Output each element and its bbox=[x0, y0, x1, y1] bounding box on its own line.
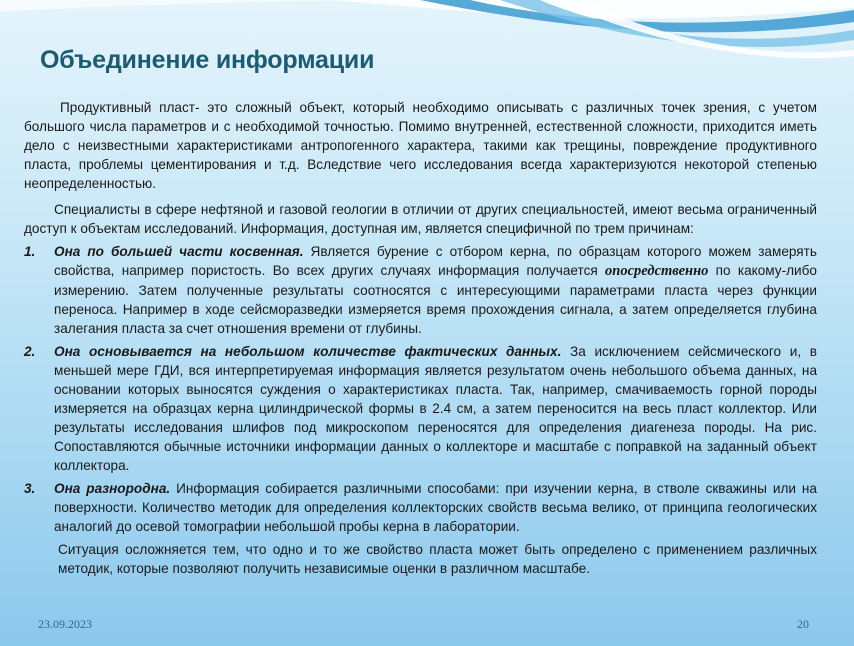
list-item bbox=[24, 242, 817, 338]
decorative-waves bbox=[0, 0, 854, 90]
footer-date: 23.09.2023 bbox=[38, 617, 92, 631]
list-number: 3. bbox=[24, 481, 36, 496]
list-item bbox=[24, 479, 817, 536]
slide-body bbox=[24, 98, 817, 578]
paragraph-intro: Продуктивный пласт- это сложный объект, который необходимо описывать с различных точек зрения, с учетом большого числа параметров и с необходимой точностью. Помимо внутренней, естественной сложности, приходится иметь дело с неизвестными характеристиками антропогенного характера, такими как трещины, повреждение продуктивного пласта, проблемы цементирования и т.д. Вследствие чего исследования всегда характеризуются некоторой степенью неопределенностью. bbox=[24, 100, 817, 191]
list-item-emphasis: опосредственно bbox=[605, 263, 709, 279]
list-item-text-cont: по какому-либо измерению. Затем полученные результаты соотносятся с интересующими параметрами пласта через функции переноса. Например в ходе сейсморазведки измеряется время прохождения сигнала, а затем определяется глубина залегания пласта за счет отношения времени от глубины. bbox=[54, 263, 817, 336]
list-item-lead: Она по большей части косвенная. bbox=[54, 244, 304, 259]
list-item-text: Информация собирается различными способами: при изучении керна, в стволе скважины или на поверхности. Количество методик для определения коллекторских свойств весьма велико, от принципа геологических аналогий до осевой томографии небольшой пробы керна в лаборатории. bbox=[54, 481, 817, 534]
list-item-lead: Она основывается на небольшом количестве фактических данных. bbox=[54, 344, 562, 359]
list-item-text: За исключением сейсмического и, в меньшей мере ГДИ, вся интерпретируемая информация является результатом очень небольшого объема данных, на основании которых выносятся суждения о характеристиках пласта. Так, например, смачиваемость горной породы измеряется на образцах керна цилиндрической формы в 2.4 см, а затем переносится на весь пласт коллектор. Или результаты исследования шлифов под микроскопом переносятся для определения диагенеза породы. На рис. Сопоставляются обычные источники информации данных о коллекторе и масштабе с поправкой на заданный объект коллектора. bbox=[54, 344, 817, 473]
list-number: 1. bbox=[24, 244, 36, 259]
slide-title: Объединение информации bbox=[40, 46, 375, 74]
paragraph-specialists: Специалисты в сфере нефтяной и газовой геологии в отличии от других специальностей, имеют весьма ограниченный доступ к объектам исследований. Информация, доступная им, является специфичной по трем причинам: bbox=[24, 202, 817, 236]
paragraph-closing: Ситуация осложняется тем, что одно и то же свойство пласта может быть определено с применением различных методик, которые позволяют получить независимые оценки в различном масштабе. bbox=[58, 542, 817, 576]
list-number: 2. bbox=[24, 344, 36, 359]
list-item bbox=[24, 342, 817, 475]
page-number: 20 bbox=[797, 617, 809, 631]
list-item-lead: Она разнородна. bbox=[54, 481, 171, 496]
list-item-text: Является бурение с отбором керна, по образцам которого можем замерять свойства, например пористость. Во всех других случаях информация получается bbox=[54, 244, 817, 278]
